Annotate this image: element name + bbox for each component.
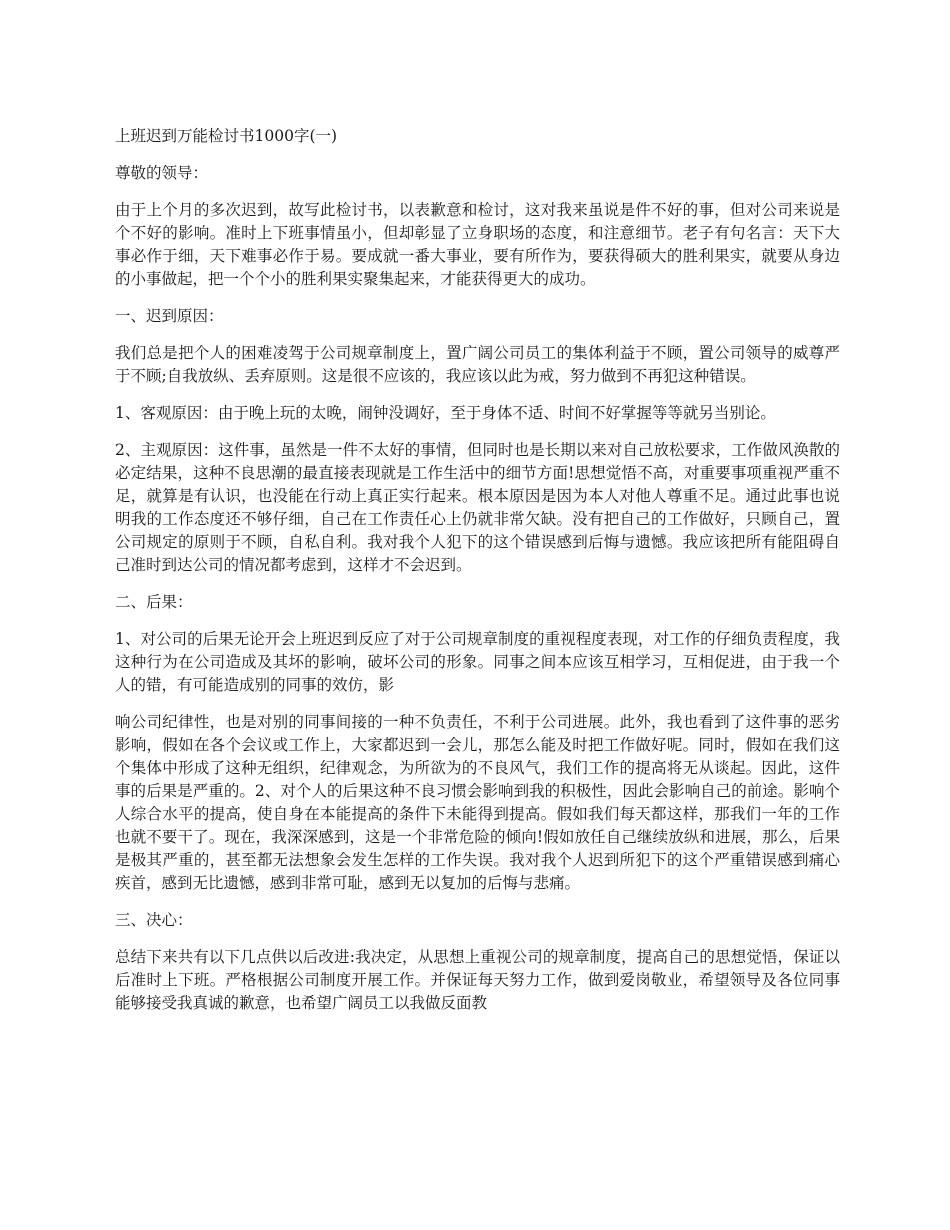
- section-heading-consequences: 二、后果：: [115, 593, 193, 611]
- subjective-reason-paragraph: 2、主观原因：这件事，虽然是一件不太好的事情，但同时也是长期以来对自己放松要求，工作做风涣散的必定结果，这种不良思潮的最直接表现就是工作生活中的细节方面!思想觉悟不高，对重要事项重视严重不足，就算是有认识，也没能在行动上真正实行起来。根本原因是因为本人对他人尊重不足。通过此事也说明我的工作态度还不够仔细，自己在工作责任心上仍就非常欠缺。没有把自己的工作做好，只顾自己，置公司规定的原则于不顾，自私自利。我对我个人犯下的这个错误感到后悔与遗憾。我应该把所有能阻碍自己准时到达公司的情况都考虑到，这样才不会迟到。: [115, 441, 840, 574]
- reasons-paragraph: 我们总是把个人的困难凌驾于公司规章制度上，置广阔公司员工的集体利益于不顾，置公司领导的威尊严于不顾;自我放纵、丢弃原则。这是很不应该的，我应该以此为戒，努力做到不再犯这种错误。: [115, 344, 840, 385]
- company-consequence-paragraph: 1、对公司的后果无论开会上班迟到反应了对于公司规章制度的重视程度表现，对工作的仔细负责程度，我这种行为在公司造成及其坏的影响，破坏公司的形象。同事之间本应该互相学习，互相促进，由于我一个人的错，有可能造成别的同事的效仿，影: [115, 630, 840, 694]
- resolution-paragraph: 总结下来共有以下几点供以后改进:我决定，从思想上重视公司的规章制度，提高自己的思想觉悟，保证以后准时上下班。严格根据公司制度开展工作。并保证每天努力工作，做到爱岗敬业，希望领导及各位同事能够接受我真诚的歉意，也希望广阔员工以我做反面教: [115, 948, 840, 1012]
- consequence-continued-paragraph: 响公司纪律性，也是对别的同事间接的一种不负责任，不利于公司进展。此外，我也看到了这件事的恶劣影响，假如在各个会议或工作上，大家都迟到一会儿，那怎么能及时把工作做好呢。同时，假如在我们这个集体中形成了这种无组织，纪律观念，为所欲为的不良风气，我们工作的提高将无从谈起。因此，这件事的后果是严重的。2、对个人的后果这种不良习惯会影响到我的积极性，因此会影响自己的前途。影响个人综合水平的提高，使自身在本能提高的条件下未能得到提高。假如我们每天都这样，那我们一年的工作也就不要干了。现在，我深深感到，这是一个非常危险的倾向!假如放任自己继续放纵和进展，那么，后果是极其严重的，甚至都无法想象会发生怎样的工作失误。我对我个人迟到所犯下的这个严重错误感到痛心疾首，感到无比遗憾，感到非常可耻，感到无以复加的后悔与悲痛。: [115, 713, 840, 892]
- section-heading-reasons: 一、迟到原因：: [115, 307, 224, 325]
- objective-reason-paragraph: 1、客观原因：由于晚上玩的太晚，闹钟没调好，至于身体不适、时间不好掌握等等就另当别论。: [115, 404, 776, 422]
- salutation: 尊敬的领导：: [115, 164, 209, 182]
- document-page: [115, 125, 840, 1029]
- document-title: 上班迟到万能检讨书1000字(一): [115, 127, 338, 145]
- intro-paragraph: 由于上个月的多次迟到，故写此检讨书，以表歉意和检讨，这对我来虽说是件不好的事，但对公司来说是个不好的影响。准时上下班事情虽小，但却彰显了立身职场的态度，和注意细节。老子有句名言：天下大事必作于细，天下难事必作于易。要成就一番大事业，要有所作为，要获得硕大的胜利果实，就要从身边的小事做起，把一个个小的胜利果实聚集起来，才能获得更大的成功。: [115, 201, 840, 288]
- section-heading-resolution: 三、决心：: [115, 911, 193, 929]
